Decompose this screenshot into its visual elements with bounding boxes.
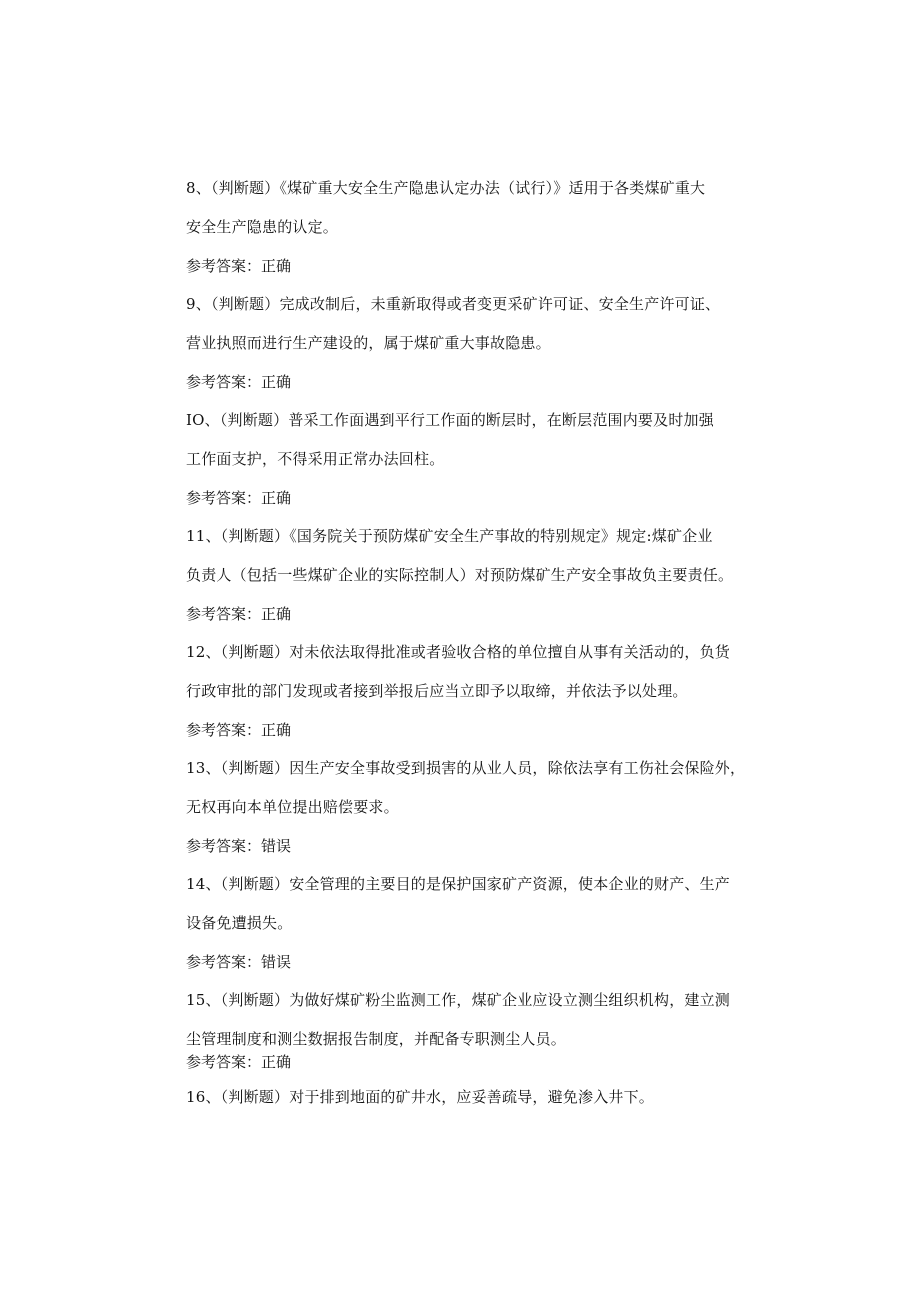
question-8-line-1: 8、（判断题）《煤矿重大安全生产隐患认定办法（试行）》适用于各类煤矿重大 — [186, 179, 706, 197]
answer-label: 参考答案： — [186, 373, 262, 391]
answer-value: 正确 — [261, 489, 292, 507]
question-10-line-1: IO、（判断题）普采工作面遇到平行工作面的断层时，在断层范围内要及时加强 — [186, 411, 714, 429]
question-14-answer — [186, 952, 291, 972]
question-15-line-2: 尘管理制度和测尘数据报告制度，并配备专职测尘人员。 — [186, 1030, 567, 1048]
question-13-answer — [186, 836, 291, 856]
question-10-answer — [186, 488, 291, 508]
answer-value: 错误 — [261, 953, 292, 971]
question-15-line-1: 15、（判断题）为做好煤矿粉尘监测工作，煤矿企业应设立测尘组织机构，建立测 — [186, 991, 730, 1009]
question-8-line-2: 安全生产隐患的认定。 — [186, 218, 339, 236]
question-11-line-2: 负责人（包括一些煤矿企业的实际控制人）对预防煤矿生产安全事故负主要责任。 — [186, 566, 734, 584]
question-9-answer — [186, 372, 291, 392]
question-10-line-2: 工作面支护，不得采用正常办法回柱。 — [186, 450, 445, 468]
answer-label: 参考答案： — [186, 1053, 262, 1071]
question-11-line-1: 11、（判断题）《国务院关于预防煤矿安全生产事故的特别规定》规定:煤矿企业 — [186, 527, 713, 545]
answer-value: 正确 — [261, 721, 292, 739]
answer-label: 参考答案： — [186, 489, 262, 507]
answer-label: 参考答案： — [186, 257, 262, 275]
question-9-line-1: 9、（判断题）完成改制后，未重新取得或者变更采矿许可证、安全生产许可证、 — [186, 295, 721, 313]
question-14-line-1: 14、（判断题）安全管理的主要目的是保护国家矿产资源，使本企业的财产、生产 — [186, 875, 730, 893]
answer-value: 正确 — [261, 373, 292, 391]
answer-value: 错误 — [261, 837, 292, 855]
answer-value: 正确 — [261, 605, 292, 623]
answer-value: 正确 — [261, 257, 292, 275]
question-15-answer — [186, 1052, 291, 1072]
question-12-answer — [186, 720, 291, 740]
answer-label: 参考答案： — [186, 605, 262, 623]
question-16-line-1: 16、（判断题）对于排到地面的矿井水，应妥善疏导，避免渗入井下。 — [186, 1088, 654, 1106]
question-13-line-1: 13、（判断题）因生产安全事故受到损害的从业人员，除依法享有工伤社会保险外， — [186, 759, 746, 777]
question-8-answer — [186, 256, 291, 276]
question-9-line-2: 营业执照而进行生产建设的，属于煤矿重大事故隐患。 — [186, 334, 551, 352]
answer-label: 参考答案： — [186, 837, 262, 855]
answer-value: 正确 — [261, 1053, 292, 1071]
question-13-line-2: 无权再向本单位提出赔偿要求。 — [186, 798, 399, 816]
answer-label: 参考答案： — [186, 953, 262, 971]
question-11-answer — [186, 604, 291, 624]
answer-label: 参考答案： — [186, 721, 262, 739]
question-12-line-1: 12、（判断题）对未依法取得批准或者验收合格的单位擅自从事有关活动的，负货 — [186, 643, 730, 661]
question-12-line-2: 行政审批的部门发现或者接到举报后应当立即予以取缔，并依法予以处理。 — [186, 682, 688, 700]
question-14-line-2: 设备免遭损失。 — [186, 914, 293, 932]
